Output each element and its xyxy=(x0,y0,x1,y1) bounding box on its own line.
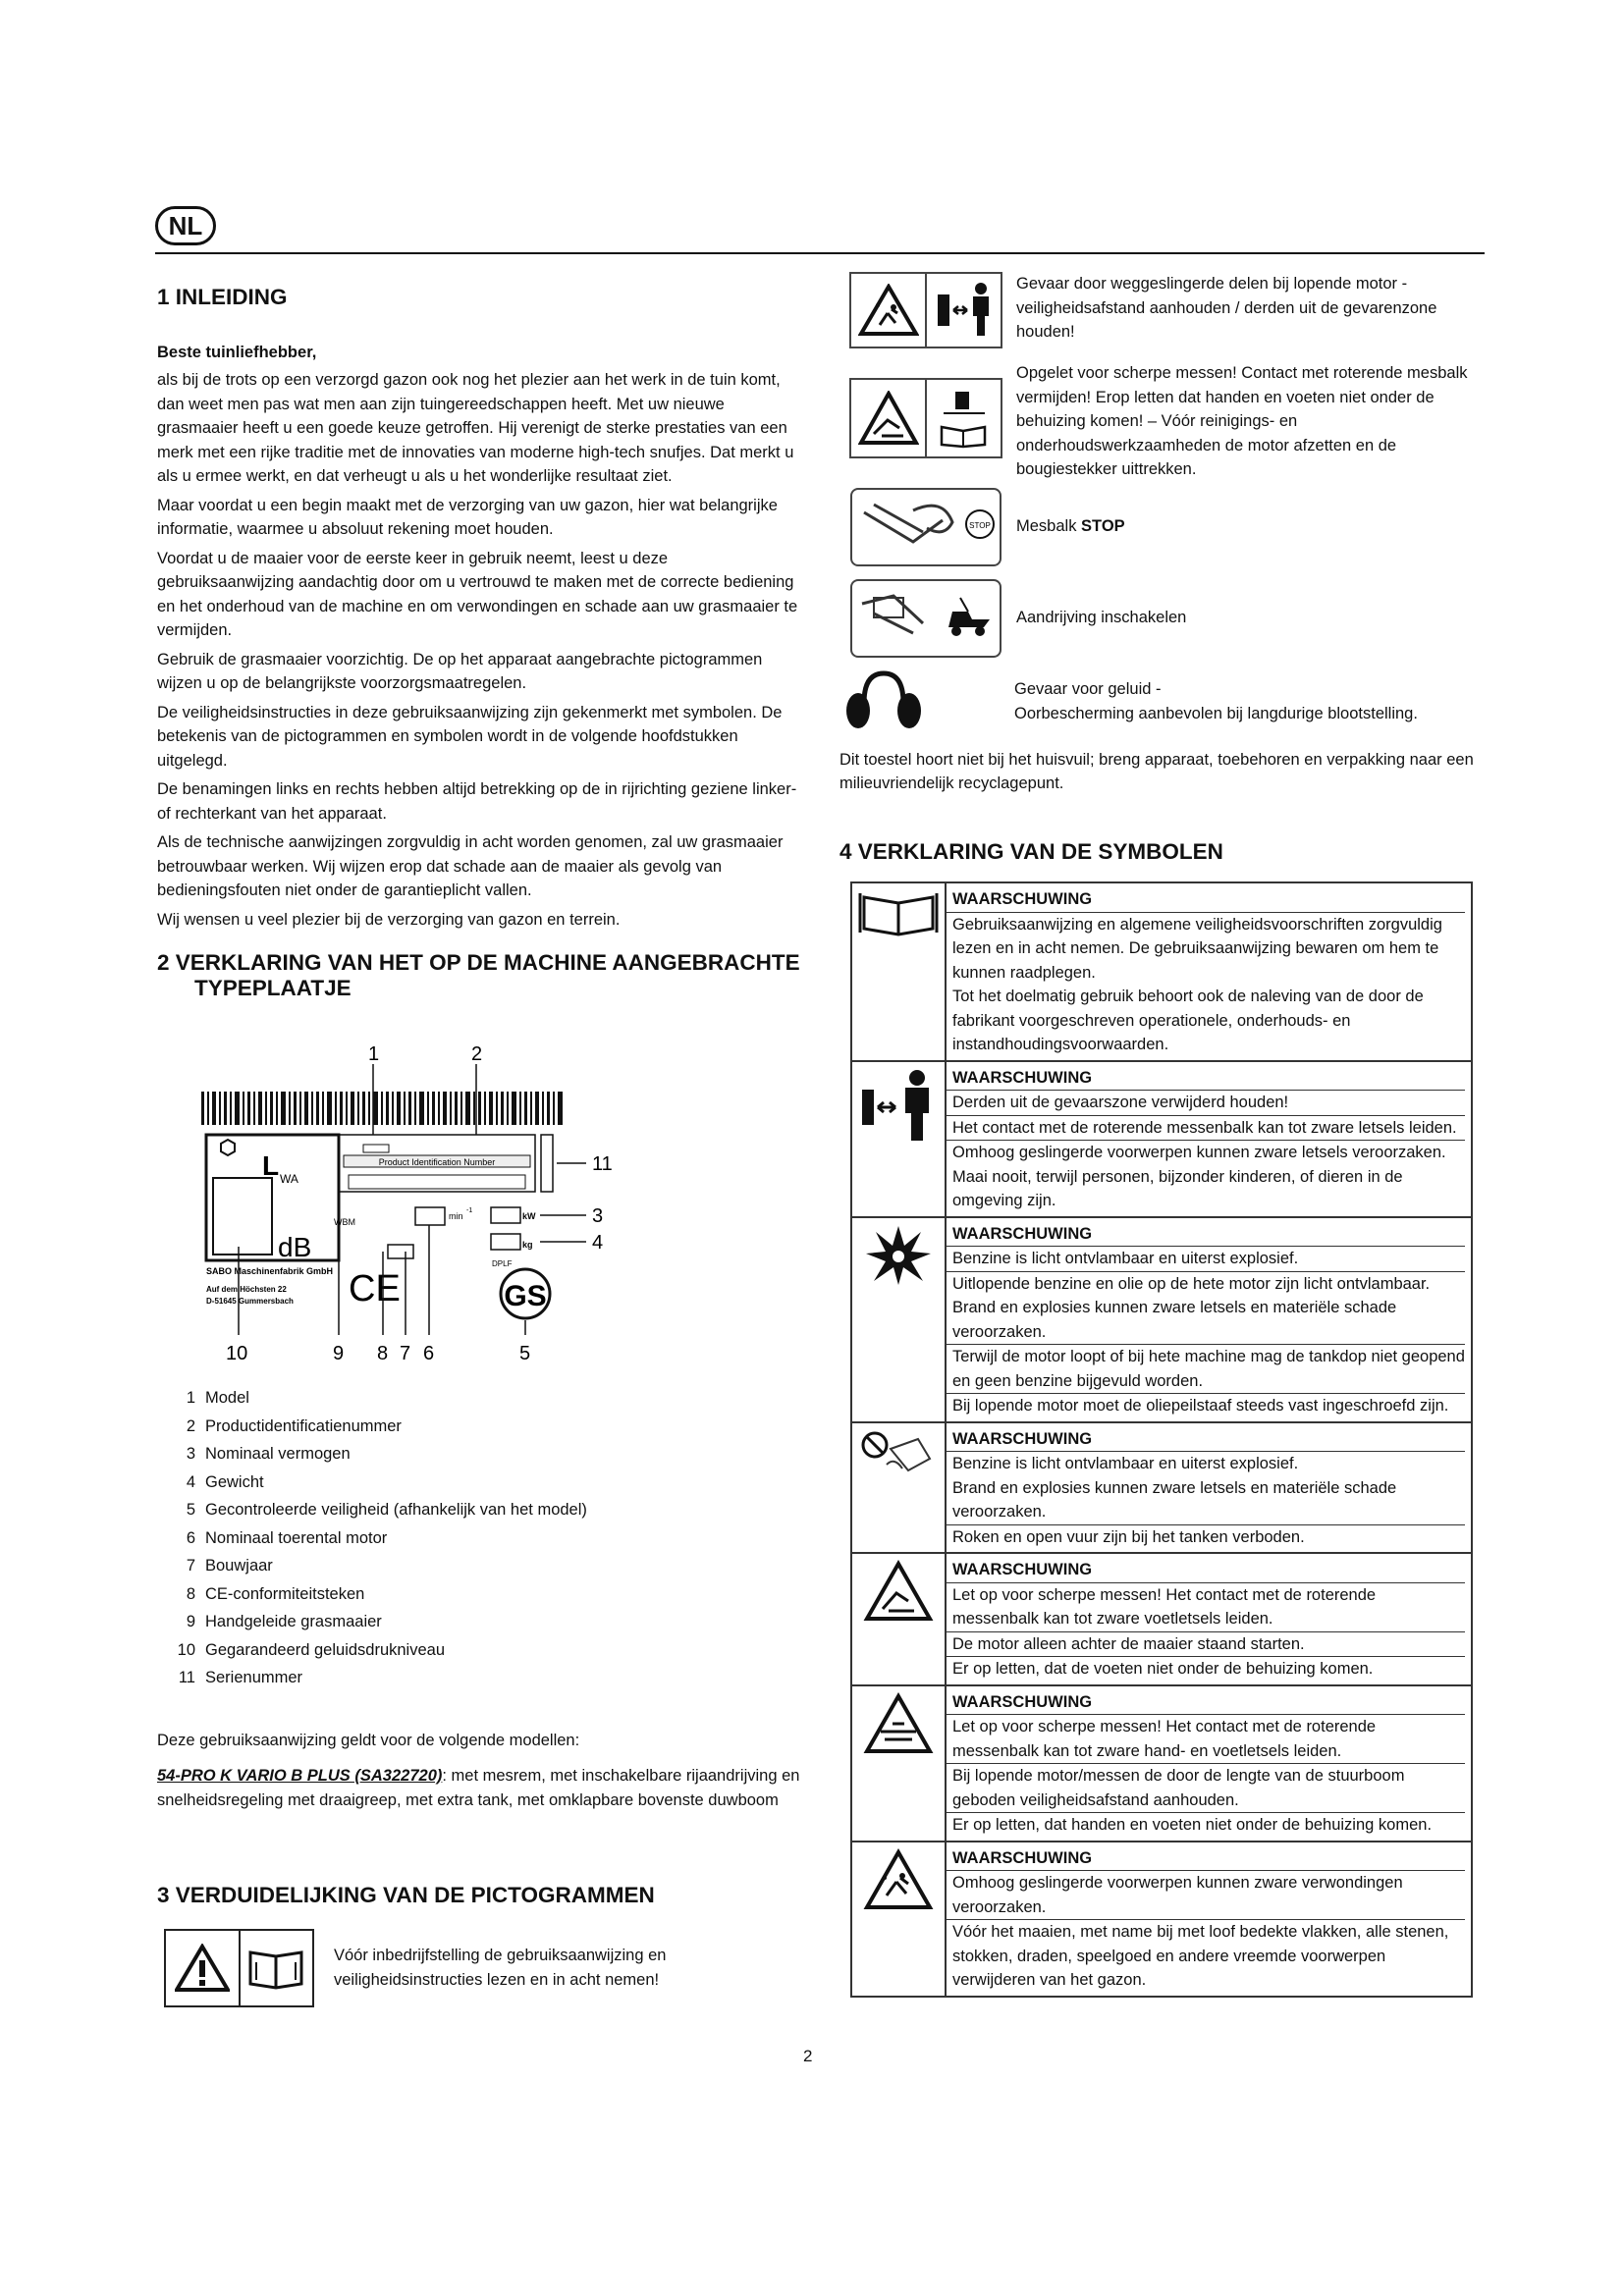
warning-heading: WAARSCHUWING xyxy=(952,1848,1093,1867)
intro-paragraph: Wij wensen u veel plezier bij de verzorging van gazon en terrein. xyxy=(157,910,621,929)
intro-paragraph: als bij de trots op een verzorgd gazon ook nog het plezier aan het werk in de tuin komt, dan weet men pas wat men aan zijn tuingereedschappen heeft. Met uw nieuwe grasmaaier heeft u een goede keuze getroffen. Hij verenigt de sterke prestaties van een merk met een rijke traditie met de innovaties van moderne high-tech snufjes. Dat merkt u als u ermee werkt, en dat verheugt u als u het wonderlijke resultaat ziet. xyxy=(157,371,794,485)
lwa-sub-label: WA xyxy=(280,1172,298,1186)
barcode xyxy=(201,1092,563,1125)
callout-5: 5 xyxy=(519,1343,531,1364)
legend-row: 1 Model xyxy=(186,1389,249,1407)
legend-row: 8 CE-conformiteitsteken xyxy=(186,1584,365,1603)
language-badge: NL xyxy=(155,206,216,245)
symbol-row xyxy=(851,1061,1472,1217)
warning-text: Er op letten, dat handen en voeten niet onder de behuizing komen. xyxy=(947,1812,1465,1838)
ce-mark: CE xyxy=(349,1268,401,1309)
section-introduction xyxy=(157,285,805,936)
blade-stop-icon xyxy=(852,490,1000,564)
warning-heading: WAARSCHUWING xyxy=(952,1692,1093,1711)
intro-paragraph: De veiligheidsinstructies in deze gebruiksaanwijzing zijn gekenmerkt met symbolen. De betekenis van de pictogrammen en symbolen wordt in de volgende hoofdstukken uitgelegd. xyxy=(157,703,783,770)
intro-pictogram-text: Vóór inbedrijfstelling de gebruiksaanwijzing en veiligheidsinstructies lezen en in acht nemen! xyxy=(334,1947,667,1989)
pictogram-text: Aandrijving inschakelen xyxy=(1016,609,1187,626)
legend-row: 9 Handgeleide grasmaaier xyxy=(186,1613,382,1630)
callout-1: 1 xyxy=(368,1043,380,1065)
pictogram-blade-stop xyxy=(850,488,1001,566)
warning-text: Brand en explosies kunnen zware letsels en materiële schade veroorzaken. xyxy=(952,1478,1397,1521)
drive-engage-icon xyxy=(852,581,1000,656)
foot-blade-warning-icon xyxy=(851,1553,946,1685)
thrown-objects-warning-icon xyxy=(851,1842,946,1997)
callout-3: 3 xyxy=(592,1205,604,1227)
lwa-label: L xyxy=(262,1150,280,1181)
callout-11: 11 xyxy=(592,1153,613,1175)
symbol-row xyxy=(851,1685,1472,1842)
pictogram-sharp-blades xyxy=(849,378,1002,458)
model-description xyxy=(157,1764,805,1812)
intro-paragraph: De benamingen links en rechts hebben altijd betrekking op de in rijrichting geziene linker- of rechterkant van het apparaat. xyxy=(157,780,797,823)
warning-text: Tot het doelmatig gebruik behoort ook de naleving van de door de fabrikant voorgeschreven operationele, onderhouds- en instandhoudingsvoorwaarden. xyxy=(952,988,1424,1053)
warning-text: Het contact met de roterende messenbalk kan tot zware letsels leiden. xyxy=(947,1115,1465,1141)
dplf-label: DPLF xyxy=(492,1259,513,1268)
legend-row: 6 Nominaal toerental motor xyxy=(186,1528,388,1547)
callout-4: 4 xyxy=(592,1232,604,1254)
legend-row: 11 Serienummer xyxy=(178,1669,303,1686)
greeting: Beste tuinliefhebber, xyxy=(157,344,317,361)
warning-heading: WAARSCHUWING xyxy=(952,890,1093,908)
warning-text: Let op voor scherpe messen! Het contact met de roterende messenbalk kan tot zware voetletsels leiden. xyxy=(947,1582,1465,1631)
callout-6: 6 xyxy=(423,1343,435,1364)
callout-10: 10 xyxy=(226,1343,248,1364)
callout-7: 7 xyxy=(400,1343,411,1364)
symbol-row xyxy=(851,882,1472,1061)
page-number: 2 xyxy=(803,2047,813,2065)
symbol-row xyxy=(851,1422,1472,1554)
warning-text: Er op letten, dat de voeten niet onder de behuizing komen. xyxy=(947,1656,1465,1682)
pictogram-drive-engage xyxy=(850,579,1001,658)
warning-text: Bij lopende motor moet de oliepeilstaaf steeds vast ingeschroefd zijn. xyxy=(947,1393,1465,1418)
intro-paragraph: Voordat u de maaier voor de eerste keer in gebruik neemt, leest u deze gebruiksaanwijzing aandachtig door om u vertrouwd te maken met de correcte bediening en het onderhoud van de machine en om verwondingen en schade aan uw grasmaaier te vermijden. xyxy=(157,549,798,639)
warning-text: Omhoog geslingerde voorwerpen kunnen zware letsels veroorzaken. xyxy=(947,1140,1465,1165)
warning-text: Vóór het maaien, met name bij met loof bedekte vlakken, alle stenen, stokken, draden, speelgoed en andere vreemde voorwerpen verwijderen van het gazon. xyxy=(947,1919,1465,1993)
section-2-title-cont: TYPEPLAATJE xyxy=(194,976,352,1000)
models-intro: Deze gebruiksaanwijzing geldt voor de volgende modellen: xyxy=(157,1732,580,1749)
legend-row: 10 Gegarandeerd geluidsdrukniveau xyxy=(177,1640,446,1659)
manual-book-icon xyxy=(851,882,946,1061)
warning-text: Roken en open vuur zijn bij het tanken verboden. xyxy=(947,1524,1465,1550)
keep-distance-icon xyxy=(925,274,1001,347)
manufacturer-name: SABO Maschinenfabrik GmbH xyxy=(206,1266,334,1276)
section-2-title: 2 VERKLARING VAN HET OP DE MACHINE AANGEBRACHTE xyxy=(157,950,800,975)
warning-text: De motor alleen achter de maaier staand starten. xyxy=(947,1631,1465,1657)
intro-paragraph: Maar voordat u een begin maakt met de verzorging van uw gazon, hier wat belangrijke informatie, waarmee u absoluut rekening moet houden. xyxy=(157,496,778,538)
legend-row: 3 Nominaal vermogen xyxy=(186,1445,351,1463)
warning-text: Maai nooit, terwijl personen, bijzonder kinderen, of dieren in de omgeving zijn. xyxy=(952,1167,1403,1209)
warning-text: Terwijl de motor loopt of bij hete machine mag de tankdop niet geopend en geen benzine bijgevuld worden. xyxy=(947,1344,1465,1393)
pictogram-text: Opgelet voor scherpe messen! Contact met roterende mesbalk vermijden! Erop letten dat handen en voeten niet onder de behuizing komen! – Vóór reinigings- en onderhoudswerkzaamheden de motor afzetten en de bougiestekker uittrekken. xyxy=(1016,364,1468,478)
symbol-row xyxy=(851,1553,1472,1685)
manufacturer-street: Auf dem Höchsten 22 xyxy=(206,1285,287,1294)
warning-triangle-icon xyxy=(166,1931,239,2005)
sharp-blades-manual-icon xyxy=(851,380,925,456)
symbol-row xyxy=(851,1842,1472,1997)
symbol-row xyxy=(851,1217,1472,1422)
section-3-title: 3 VERDUIDELIJKING VAN DE PICTOGRAMMEN xyxy=(157,1883,655,1907)
ear-protection-icon xyxy=(844,669,923,734)
legend-row: 2 Productidentificatienummer xyxy=(186,1416,402,1435)
callout-8: 8 xyxy=(377,1343,389,1364)
model-name: 54-PRO K VARIO B PLUS (SA322720) xyxy=(157,1767,443,1785)
product-id-label: Product Identification Number xyxy=(378,1157,496,1167)
pictogram-thrown-objects xyxy=(849,272,1002,348)
type-plate-svg xyxy=(201,1041,643,1369)
pictogram-text: Gevaar voor geluid - Oorbescherming aanbevolen bij langdurige blootstelling. xyxy=(1014,680,1418,722)
gs-mark: GS xyxy=(504,1280,547,1312)
pictogram-text: Gevaar door weggeslingerde delen bij lopende motor - veiligheidsafstand aanhouden / derden uit de gevarenzone houden! xyxy=(1016,275,1437,341)
warning-text: Let op voor scherpe messen! Het contact met de roterende messenbalk kan tot zware hand- en voetletsels leiden. xyxy=(947,1714,1465,1763)
warning-heading: WAARSCHUWING xyxy=(952,1068,1093,1087)
model-features: : met mesrem, met inschakelbare rijaandrijving en snelheidsregeling met draaigreep, met extra tank, met omklapbare bovenste duwboom xyxy=(157,1767,800,1809)
callout-2: 2 xyxy=(471,1043,483,1065)
warning-heading: WAARSCHUWING xyxy=(952,1429,1093,1448)
explosion-icon xyxy=(851,1217,946,1422)
intro-paragraph: Als de technische aanwijzingen zorgvuldig in acht worden genomen, zal uw grasmaaier betrouwbaar werken. Wij wijzen erop dat schade aan de maaier als gevolg van bedieningsfouten niet onder de garantieplicht vallen. xyxy=(157,833,784,899)
kg-label: kg xyxy=(522,1240,533,1250)
legend-row: 5 Gecontroleerde veiligheid (afhankelijk van het model) xyxy=(186,1501,587,1519)
header-divider xyxy=(155,252,1485,254)
manual-book-icon xyxy=(239,1931,313,2005)
warning-text: Benzine is licht ontvlambaar en uiterst explosief. xyxy=(947,1451,1465,1476)
hand-foot-blade-warning-icon xyxy=(851,1685,946,1842)
intro-paragraph: Gebruik de grasmaaier voorzichtig. De op het apparaat aangebrachte pictogrammen wijzen u op de belangrijkste voorzorgsmaatregelen. xyxy=(157,650,763,692)
type-plate-diagram xyxy=(201,1041,643,1369)
legend-row: 4 Gewicht xyxy=(186,1472,264,1491)
db-label: dB xyxy=(278,1232,312,1262)
manual-read-icon xyxy=(925,380,1001,456)
intro-pictogram xyxy=(164,1929,314,2007)
section-type-plate xyxy=(157,950,805,1001)
section-4-title: 4 VERKLARING VAN DE SYMBOLEN xyxy=(839,839,1223,864)
svg-text:STOP: STOP xyxy=(969,521,991,530)
warning-text: Brand en explosies kunnen zware letsels en materiële schade veroorzaken. xyxy=(952,1299,1397,1341)
type-plate-legend xyxy=(172,1384,761,1692)
recycling-notice: Dit toestel hoort niet bij het huisvuil; breng apparaat, toebehoren en verpakking naar een milieuvriendelijk recyclagepunt. xyxy=(839,751,1474,792)
warning-text: Omhoog geslingerde voorwerpen kunnen zware verwondingen veroorzaken. xyxy=(947,1870,1465,1919)
manufacturer-city: D-51645 Gummersbach xyxy=(206,1297,294,1306)
warning-text: Bij lopende motor/messen de door de lengte van de stuurboom geboden veiligheidsafstand aanhouden. xyxy=(947,1763,1465,1812)
rpm-label: min xyxy=(449,1211,463,1221)
keep-distance-icon xyxy=(851,1061,946,1217)
warning-text: Derden uit de gevaarszone verwijderd houden! xyxy=(947,1090,1465,1115)
pictogram-text: Mesbalk STOP xyxy=(1016,517,1125,535)
no-smoking-fuel-icon xyxy=(851,1422,946,1554)
warning-text: Benzine is licht ontvlambaar en uiterst explosief. xyxy=(947,1246,1465,1271)
warning-heading: WAARSCHUWING xyxy=(952,1561,1093,1578)
warning-heading: WAARSCHUWING xyxy=(952,1224,1093,1243)
symbols-table xyxy=(850,881,1473,1998)
warning-text: Uitlopende benzine en olie op de hete motor zijn licht ontvlambaar. xyxy=(947,1271,1465,1297)
thrown-objects-distance-icon xyxy=(851,274,925,347)
wbm-label: WBM xyxy=(334,1217,355,1227)
legend-row: 7 Bouwjaar xyxy=(186,1557,273,1575)
rpm-sup: -1 xyxy=(466,1207,473,1214)
section-1-title: 1 INLEIDING xyxy=(157,285,288,309)
callout-9: 9 xyxy=(333,1343,345,1364)
kw-label: kW xyxy=(522,1211,536,1221)
warning-text: Gebruiksaanwijzing en algemene veiligheidsvoorschriften zorgvuldig lezen en in acht nemen. De gebruiksaanwijzing bewaren om hem te kunnen raadplegen. xyxy=(947,912,1465,986)
